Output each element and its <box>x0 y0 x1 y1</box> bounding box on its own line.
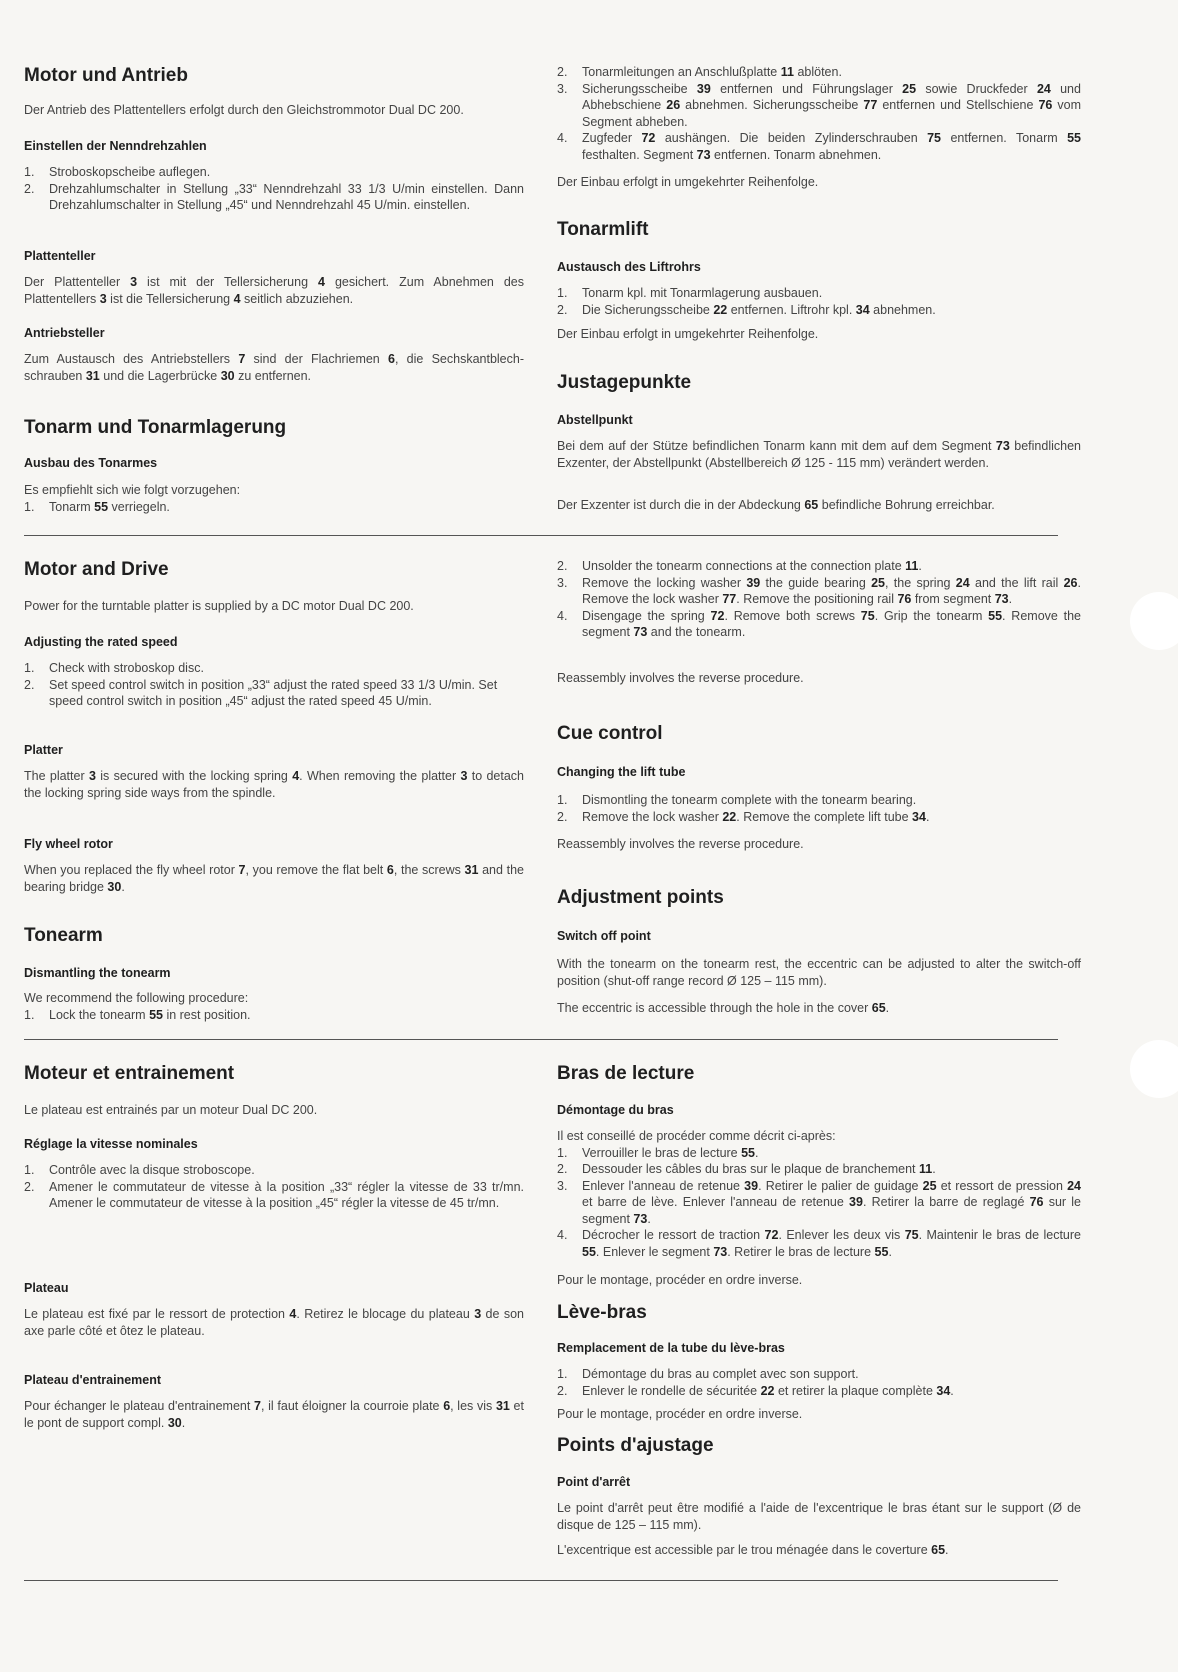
list-item: 2. Remove the lock washer 22. Remove the complete lift tube 34. <box>557 809 930 824</box>
french-rotor-text: Pour échanger le plateau d'entrainement 7, il faut éloigner la courroie plate 6, les vis 31 et le pont de support compl. 30. <box>24 1399 524 1430</box>
french-adj-sub: Point d'arrêt <box>557 1475 631 1489</box>
divider <box>24 535 1058 536</box>
french-motor-title: Moteur et entrainement <box>24 1063 235 1084</box>
english-adj-text2: The eccentric is accessible through the hole in the cover 65. <box>557 1001 890 1015</box>
list-item: 4. Décrocher le ressort de traction 72. Enlever les deux vis 75. Maintenir le bras de lecture 55. Enlever le segment 73. Retirer le bras de lecture 55. <box>557 1228 1081 1259</box>
german-platter-title: Plattenteller <box>24 249 96 263</box>
french-section <box>24 1062 1081 1562</box>
list-item: 1. Démontage du bras au complet avec son support. <box>557 1367 859 1381</box>
german-motor-intro: Der Antrieb des Plattentellers erfolgt durch den Gleichstrommotor Dual DC 200. <box>24 103 464 117</box>
german-adj-title: Justagepunkte <box>557 372 692 393</box>
list-item: 3. Remove the locking washer 39 the guide bearing 25, the spring 24 and the lift rail 26. Remove the lock washer 77. Remove the positioning rail 76 from segment 73. <box>557 575 1081 606</box>
french-cue-list <box>557 1366 1081 1399</box>
french-dismantle-intro: Il est conseillé de procéder comme décrit ci-après: <box>557 1129 836 1143</box>
list-item: 2. Dessouder les câbles du bras sur le plaque de branchement 11. <box>557 1162 936 1176</box>
english-speed-list <box>24 660 524 710</box>
german-adj-text2: Der Exzenter ist durch die in der Abdeckung 65 befindliche Bohrung erreichbar. <box>557 498 995 512</box>
english-cue-reassembly: Reassembly involves the reverse procedure. <box>557 837 804 851</box>
list-item: 1. Tonarm kpl. mit Tonarmlagerung ausbauen. <box>557 286 823 300</box>
english-motor-intro: Power for the turntable platter is supplied by a DC motor Dual DC 200. <box>24 599 414 613</box>
french-speed-title: Réglage la vitesse nominales <box>24 1137 198 1151</box>
list-item: 4. Disengage the spring 72. Remove both screws 75. Grip the tonearm 55. Remove the segment 73 and the tonearm. <box>557 608 1081 639</box>
english-rotor-text: When you replaced the fly wheel rotor 7, you remove the flat belt 6, the screws 31 and the bearing bridge 30. <box>24 863 524 894</box>
german-dismantle-title: Ausbau des Tonarmes <box>24 456 158 470</box>
german-reassembly: Der Einbau erfolgt in umgekehrter Reihenfolge. <box>557 175 819 189</box>
english-motor-title: Motor and Drive <box>24 559 169 580</box>
divider <box>24 1580 1058 1581</box>
english-platter-text: The platter 3 is secured with the locking spring 4. When removing the platter 3 to detach the locking spring side ways from the spindle. <box>24 769 525 800</box>
german-adj-sub: Abstellpunkt <box>557 413 633 427</box>
english-cue-title: Cue control <box>557 723 663 744</box>
french-platter-text: Le plateau est fixé par le ressort de protection 4. Retirez le blocage du plateau 3 de son axe parle côté et ôtez le plateau. <box>24 1307 524 1338</box>
list-item: 1. Check with stroboskop disc. <box>24 661 204 675</box>
list-item: 1. Verrouiller le bras de lecture 55. <box>557 1145 759 1160</box>
french-reassembly: Pour le montage, procéder en ordre inverse. <box>557 1273 803 1287</box>
german-dismantle-intro: Es empfiehlt sich wie folgt vorzugehen: <box>24 483 241 497</box>
german-rotor-text: Zum Austausch des Antriebstellers 7 sind der Flachriemen 6, die Sechskantblech-schrauben 31 und die Lagerbrücke 30 zu entfernen. <box>24 352 525 383</box>
list-item: 2. Drehzahlumschalter in Stellung „33“ Nenndrehzahl 33 1/3 U/min einstellen. Dann Drehzahlumschalter in Stellung „45“ und Nenndrehzahl 45 U/min. einstellen. <box>24 181 524 212</box>
english-adj-text1: With the tonearm on the tonearm rest, the eccentric can be adjusted to alter the switch-off position (shut-off range record Ø 125 – 115 mm). <box>557 957 1081 988</box>
german-rotor-title: Antriebsteller <box>24 326 105 340</box>
english-cue-sub: Changing the lift tube <box>557 765 686 779</box>
french-rotor-title: Plateau d'entrainement <box>24 1373 162 1387</box>
french-tonearm-title: Bras de lecture <box>557 1063 695 1084</box>
french-motor-intro: Le plateau est entrainés par un moteur Dual DC 200. <box>24 1103 318 1117</box>
french-dismantle-title: Démontage du bras <box>557 1103 674 1117</box>
german-cue-title: Tonarmlift <box>557 219 649 240</box>
french-adj-text1: Le point d'arrêt peut être modifié a l'aide de l'excentrique le bras étant sur le support (Ø de disque de 125 – 115 mm). <box>557 1501 1081 1532</box>
english-tonearm-title: Tonearm <box>24 925 103 946</box>
french-adj-title: Points d'ajustage <box>557 1435 714 1456</box>
german-cue-reassembly: Der Einbau erfolgt in umgekehrter Reihenfolge. <box>557 327 819 341</box>
list-item: 1. Dismontling the tonearm complete with the tonearm bearing. <box>557 793 917 807</box>
german-platter-text: Der Plattenteller 3 ist mit der Tellersicherung 4 gesichert. Zum Abnehmen des Plattentellers 3 ist die Tellersicherung 4 seitlich abzuziehen. <box>24 275 524 306</box>
german-cue-sub: Austausch des Liftrohrs <box>557 260 701 274</box>
french-speed-list <box>24 1162 524 1212</box>
german-motor-title: Motor und Antrieb <box>24 65 188 86</box>
list-item: 1. Lock the tonearm 55 in rest position. <box>24 1007 251 1022</box>
german-speed-title: Einstellen der Nenndrehzahlen <box>24 139 207 153</box>
english-dismantle-intro: We recommend the following procedure: <box>24 991 249 1005</box>
english-platter-title: Platter <box>24 743 63 757</box>
list-item: 2. Set speed control switch in position „33“ adjust the rated speed 33 1/3 U/min. Set speed control switch in position „45“ adjust the rated speed 45 U/min. <box>24 677 498 708</box>
list-item: 1. Tonarm 55 verriegeln. <box>24 499 170 514</box>
list-item: 2. Tonarmleitungen an Anschlußplatte 11 ablöten. <box>557 65 842 79</box>
list-item: 2. Enlever le rondelle de sécuritée 22 et retirer la plaque complète 34. <box>557 1383 954 1398</box>
punch-hole <box>1130 1040 1178 1098</box>
german-section <box>24 64 1081 522</box>
french-platter-title: Plateau <box>24 1281 69 1295</box>
punch-hole <box>1130 592 1178 650</box>
german-adj-text1: Bei dem auf der Stütze befindlichen Tonarm kann mit dem auf dem Segment 73 befindlichen Exzenter, der Abstellpunkt (Abstellbereich Ø 125 - 115 mm) verändert werden. <box>557 439 1081 470</box>
list-item: 1. Contrôle avec la disque stroboscope. <box>24 1163 255 1177</box>
french-cue-sub: Remplacement de la tube du lève-bras <box>557 1341 785 1355</box>
english-rotor-title: Fly wheel rotor <box>24 837 113 851</box>
list-item: 1. Stroboskopscheibe auflegen. <box>24 165 211 179</box>
german-speed-list <box>24 164 524 214</box>
french-cue-reassembly: Pour le montage, procéder en ordre inverse. <box>557 1407 803 1421</box>
list-item: 2. Unsolder the tonearm connections at the connection plate 11. <box>557 559 922 573</box>
french-cue-title: Lève-bras <box>557 1302 647 1323</box>
english-dismantle-title: Dismantling the tonearm <box>24 966 171 980</box>
english-reassembly: Reassembly involves the reverse procedure. <box>557 671 804 685</box>
list-item: 2. Amener le commutateur de vitesse à la position „33“ régler la vitesse de 33 tr/mn. Amener le commutateur de vitesse à la position „45“ régler la vitesse de 45 tr/mn. <box>24 1179 524 1210</box>
list-item: 3. Sicherungsscheibe 39 entfernen und Führungslager 25 sowie Druckfeder 24 und Abhebschiene 26 abnehmen. Sicherungsscheibe 77 entfernen und Stellschiene 76 vom Segment abheben. <box>557 81 1081 129</box>
french-adj-text2: L'excentrique est accessible par le trou ménagée dans le coverture 65. <box>557 1543 949 1557</box>
german-tonearm-title: Tonarm und Tonarmlagerung <box>24 417 287 438</box>
list-item: 3. Enlever l'anneau de retenue 39. Retirer le palier de guidage 25 et ressort de pression 24 et barre de lève. Enlever l'anneau de retenue 39. Retirer la barre de reglagé 76 sur le segment 73. <box>557 1178 1081 1226</box>
german-dismantle-list-cont <box>557 64 1081 163</box>
french-dismantle-list <box>557 1145 1081 1261</box>
english-dismantle-list-cont <box>557 558 1081 641</box>
english-cue-list <box>557 792 1081 825</box>
english-adj-title: Adjustment points <box>557 887 724 908</box>
divider <box>24 1039 1058 1040</box>
list-item: 2. Die Sicherungsscheibe 22 entfernen. Liftrohr kpl. 34 abnehmen. <box>557 302 936 317</box>
english-adj-sub: Switch off point <box>557 929 651 943</box>
english-speed-title: Adjusting the rated speed <box>24 635 178 649</box>
english-section <box>24 558 1081 1028</box>
list-item: 4. Zugfeder 72 aushängen. Die beiden Zylinderschrauben 75 entfernen. Tonarm 55 festhalten. Segment 73 entfernen. Tonarm abnehmen. <box>557 131 1081 162</box>
german-cue-list <box>557 285 1081 318</box>
